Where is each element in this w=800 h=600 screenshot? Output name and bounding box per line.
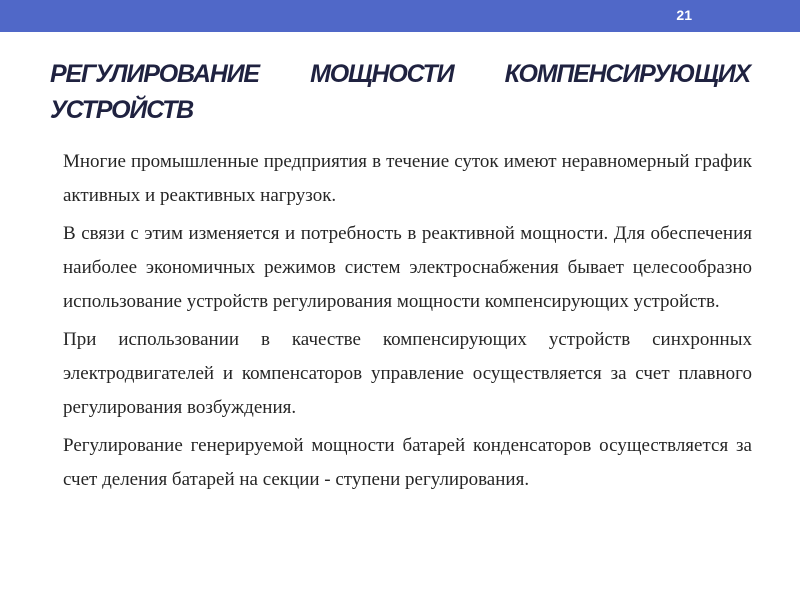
paragraph: Регулирование генерируемой мощности батарей конденсаторов осуществляется за счет деления батарей на секции - ступени регулирования. (63, 435, 752, 490)
paragraph: В связи с этим изменяется и потребность в реактивной мощности. Для обеспечения наиболее экономичных режимов систем электроснабжения бывает целесообразно использование устройств регулирования мощности компенсирующих устройств. (63, 223, 752, 312)
slide-number: 21 (676, 7, 692, 23)
slide-title: РЕГУЛИРОВАНИЕ МОЩНОСТИ КОМПЕНСИРУЮЩИХ УСТРОЙСТВ (50, 60, 750, 124)
paragraph: При использовании в качестве компенсирующих устройств синхронных электродвигателей и компенсаторов управление осуществляется за счет плавного регулирования возбуждения. (63, 329, 752, 418)
slide-body (63, 145, 752, 501)
header-bar (0, 0, 800, 32)
paragraph: Многие промышленные предприятия в течение суток имеют неравномерный график активных и реактивных нагрузок. (63, 151, 752, 206)
